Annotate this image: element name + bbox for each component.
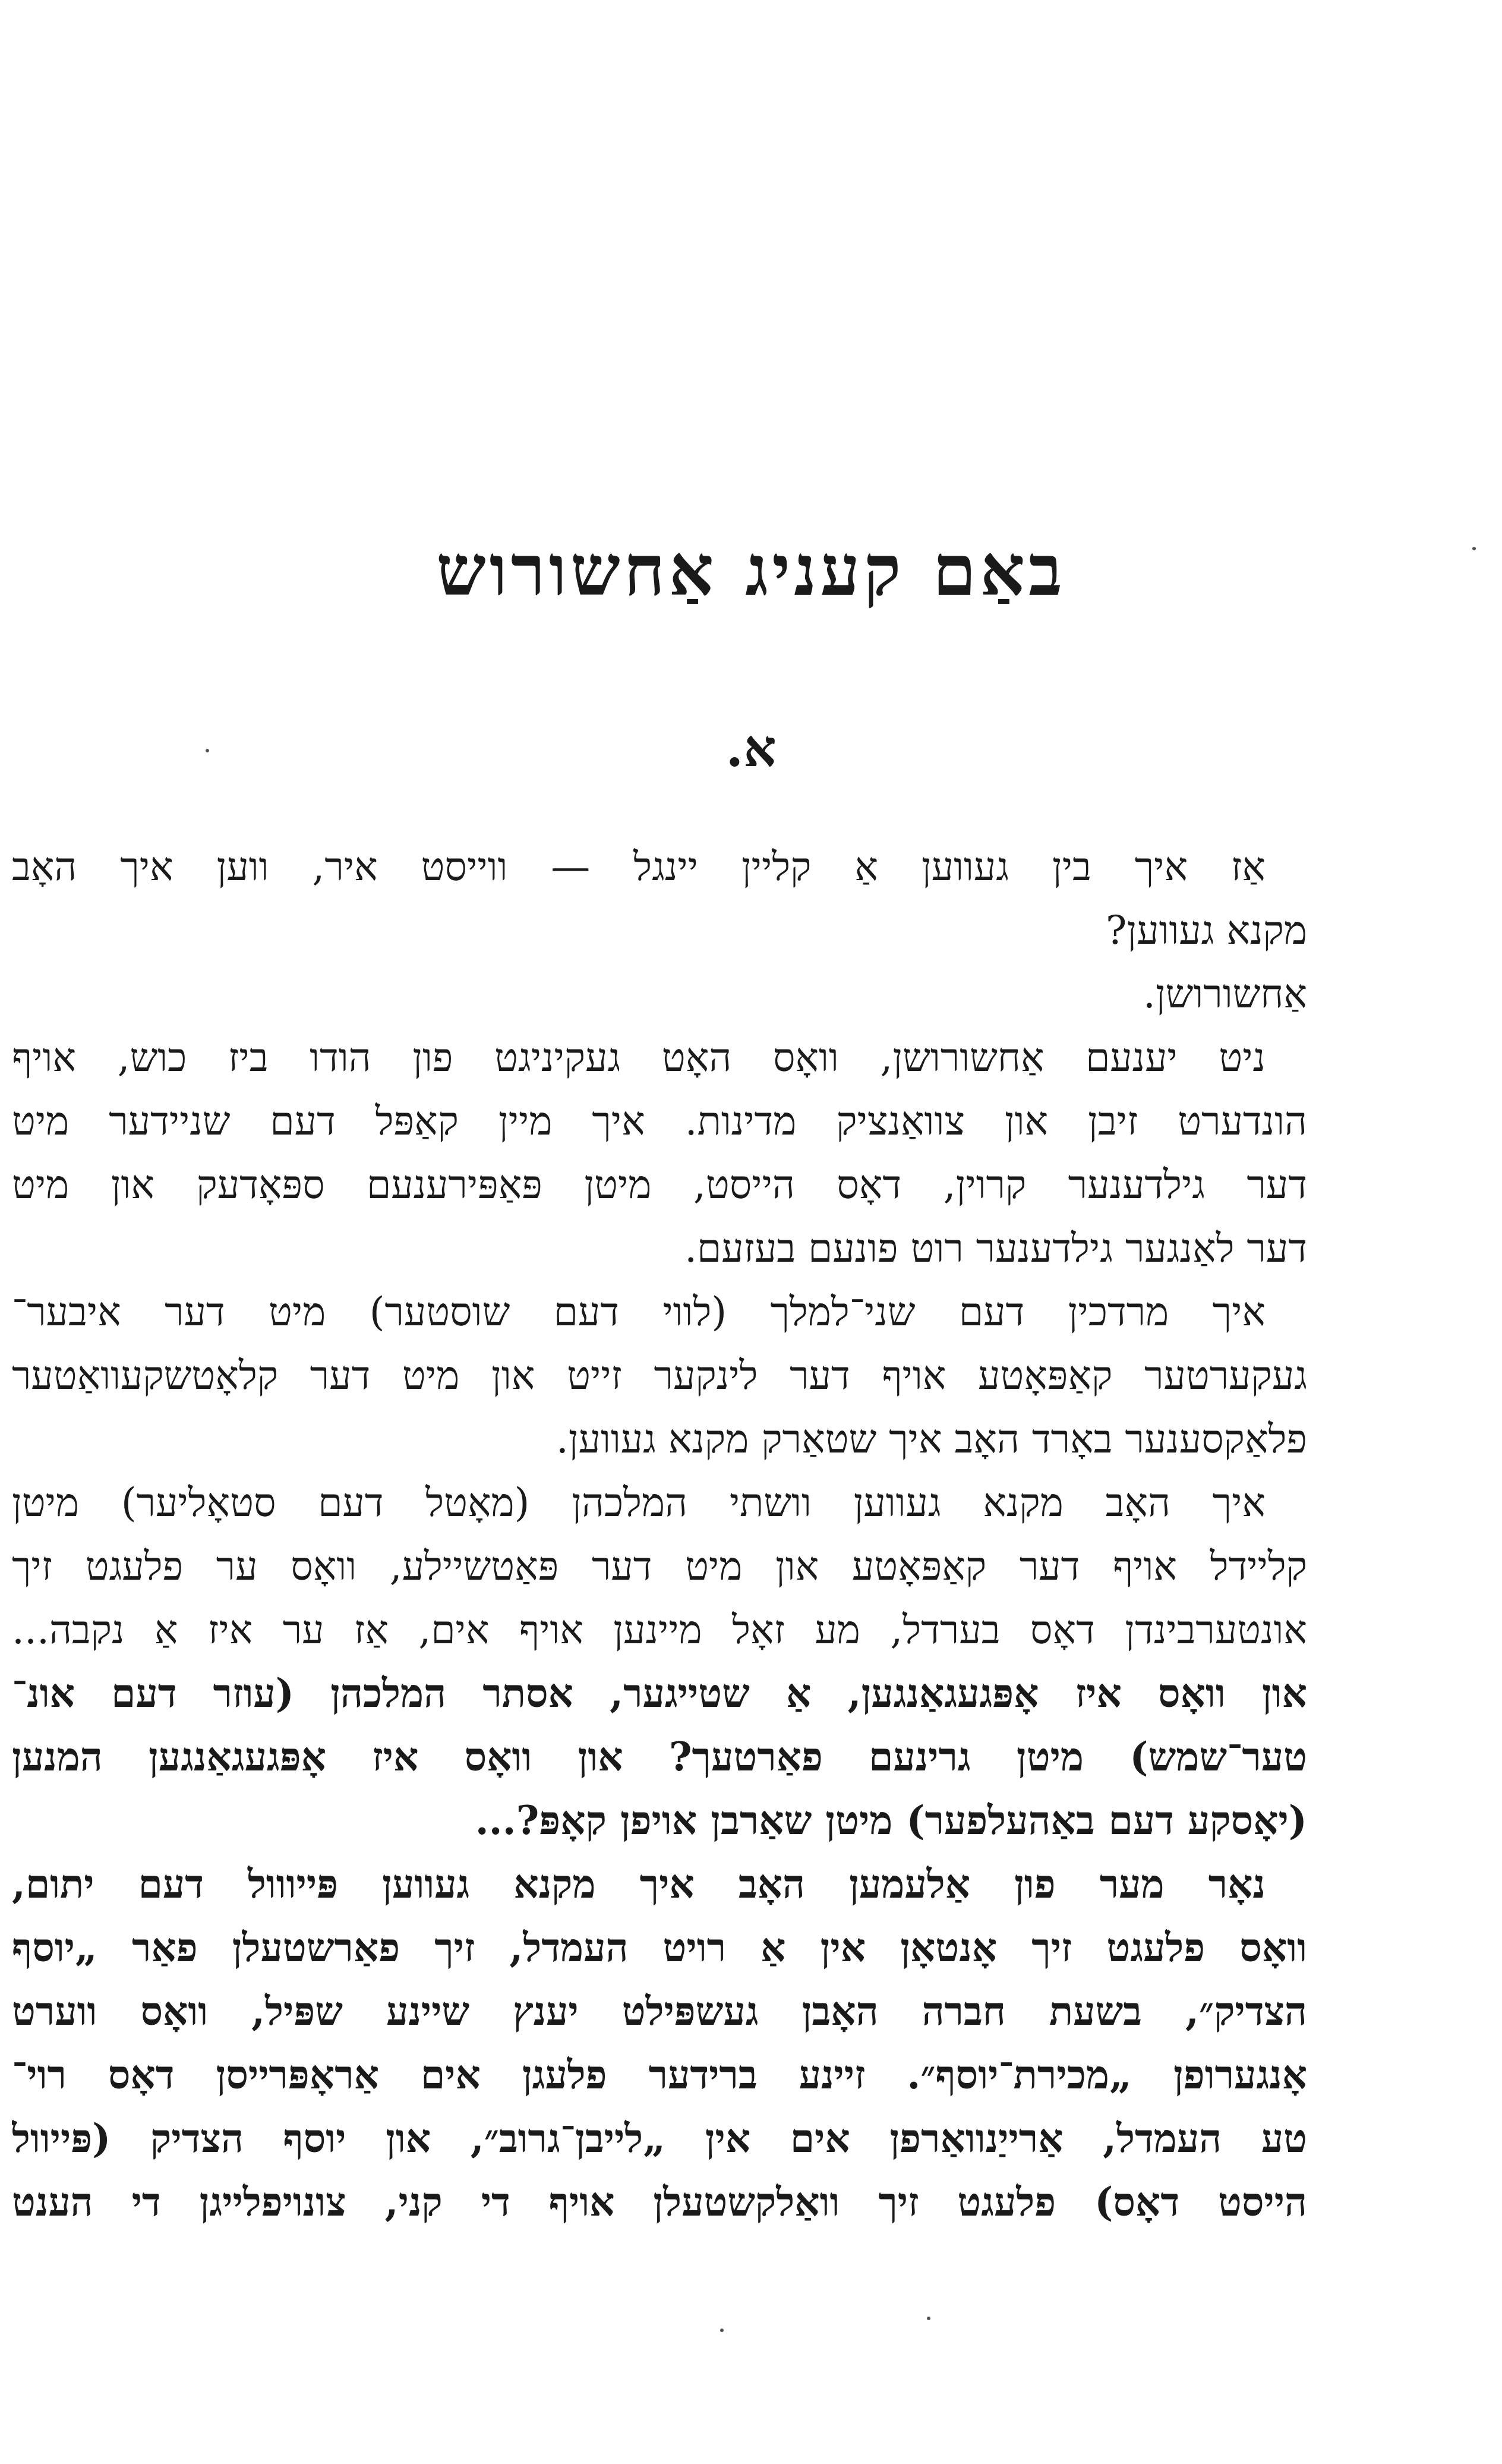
chapter-title: באַם קעניג אַחשורוש <box>436 529 1066 612</box>
text-line: אָנגערופן „מכירת־יוסף״. זיינע ברידער פלעגן אים אַראָפּרייסן דאָס רוי־ <box>12 2052 1307 2098</box>
text-line: הונדערט זיבן און צוואַנציק מדינות. איך מיין קאַפּל דעם שניידער מיט <box>12 1098 1307 1144</box>
text-line: הייסט דאָס) פלעגט זיך וואַלקשטעלן אויף די קני, צונויפלייגן די הענט <box>12 2179 1307 2225</box>
text-line: קליידל אויף דער קאַפּאָטע און מיט דער פּאַטשיילע, וואָס ער פלעגט זיך <box>12 1543 1307 1589</box>
section-number: א. <box>725 719 777 779</box>
text-line: טער־שמש) מיטן גרינעם פאַרטעך? און וואָס איז אָפּגעגאַנגען המנען <box>12 1734 1307 1780</box>
text-line: הצדיק״, בשעת חברה האָבן געשפּילט יענץ שיינע שפּיל, וואָס ווערט <box>12 1988 1307 2034</box>
paper-speck <box>206 749 209 752</box>
body-text <box>12 835 1307 2234</box>
text-line: טע העמדל, אַרייַנוואַרפן אים אין „לייבן־גרוב״, און יוסף הצדיק (פּייוול <box>12 2115 1307 2161</box>
paper-speck <box>927 2317 930 2320</box>
text-line: מקנא געווען? <box>1106 908 1307 953</box>
text-line: נאָר מער פון אַלעמען האָב איך מקנא געווען פּייווול דעם יתום, <box>12 1861 1266 1907</box>
text-line: אַז איך בין געווען אַ קליין יינגל — ווייסט איר, ווען איך האָב <box>12 844 1266 890</box>
paper-speck <box>1472 547 1476 550</box>
text-line: געקערטער קאַפּאָטע אויף דער לינקער זייט און מיט דער קלאָטשקעוואַטער <box>12 1353 1307 1398</box>
text-line: ניט יענעם אַחשורושן, וואָס האָט געקיניגט פון הודו ביז כוש, אויף <box>12 1035 1266 1080</box>
text-line: אונטערבינדן דאָס בערדל, מע זאָל מיינען אויף אים, אַז ער איז אַ נקבה... <box>12 1607 1307 1653</box>
text-line: וואָס פלעגט זיך אָנטאָן אין אַ רויט העמדל, זיך פאַרשטעלן פאַר „יוסף <box>12 1924 1307 1971</box>
text-line: דער גילדענער קרוין, דאָס הייסט, מיטן פּאַפּירענעם ספּאָדעק און מיט <box>12 1162 1307 1208</box>
text-line: דער לאַנגער גילדענער רוט פונעם בעזעם. <box>684 1225 1307 1271</box>
text-line: איך מרדכין דעם שני־למלך (לווי דעם שוסטער) מיט דער איבער־ <box>12 1289 1266 1335</box>
text-line: אַחשורושן. <box>1143 971 1307 1017</box>
text-line: איך האָב מקנא געווען וושתי המלכהן (מאָטל דעם סטאָליער) מיטן <box>12 1480 1266 1526</box>
text-line: (יאָסקע דעם באַהעלפער) מיטן שאַרבן אויפן קאָפּ?... <box>475 1797 1307 1844</box>
text-line: און וואָס איז אָפּגעגאַנגען, אַ שטייגער, אסתר המלכהן (עוזר דעם אונ־ <box>12 1670 1307 1716</box>
paper-speck <box>720 2328 724 2332</box>
text-line: פלאַקסענער באָרד האָב איך שטאַרק מקנא געווען. <box>556 1416 1307 1462</box>
